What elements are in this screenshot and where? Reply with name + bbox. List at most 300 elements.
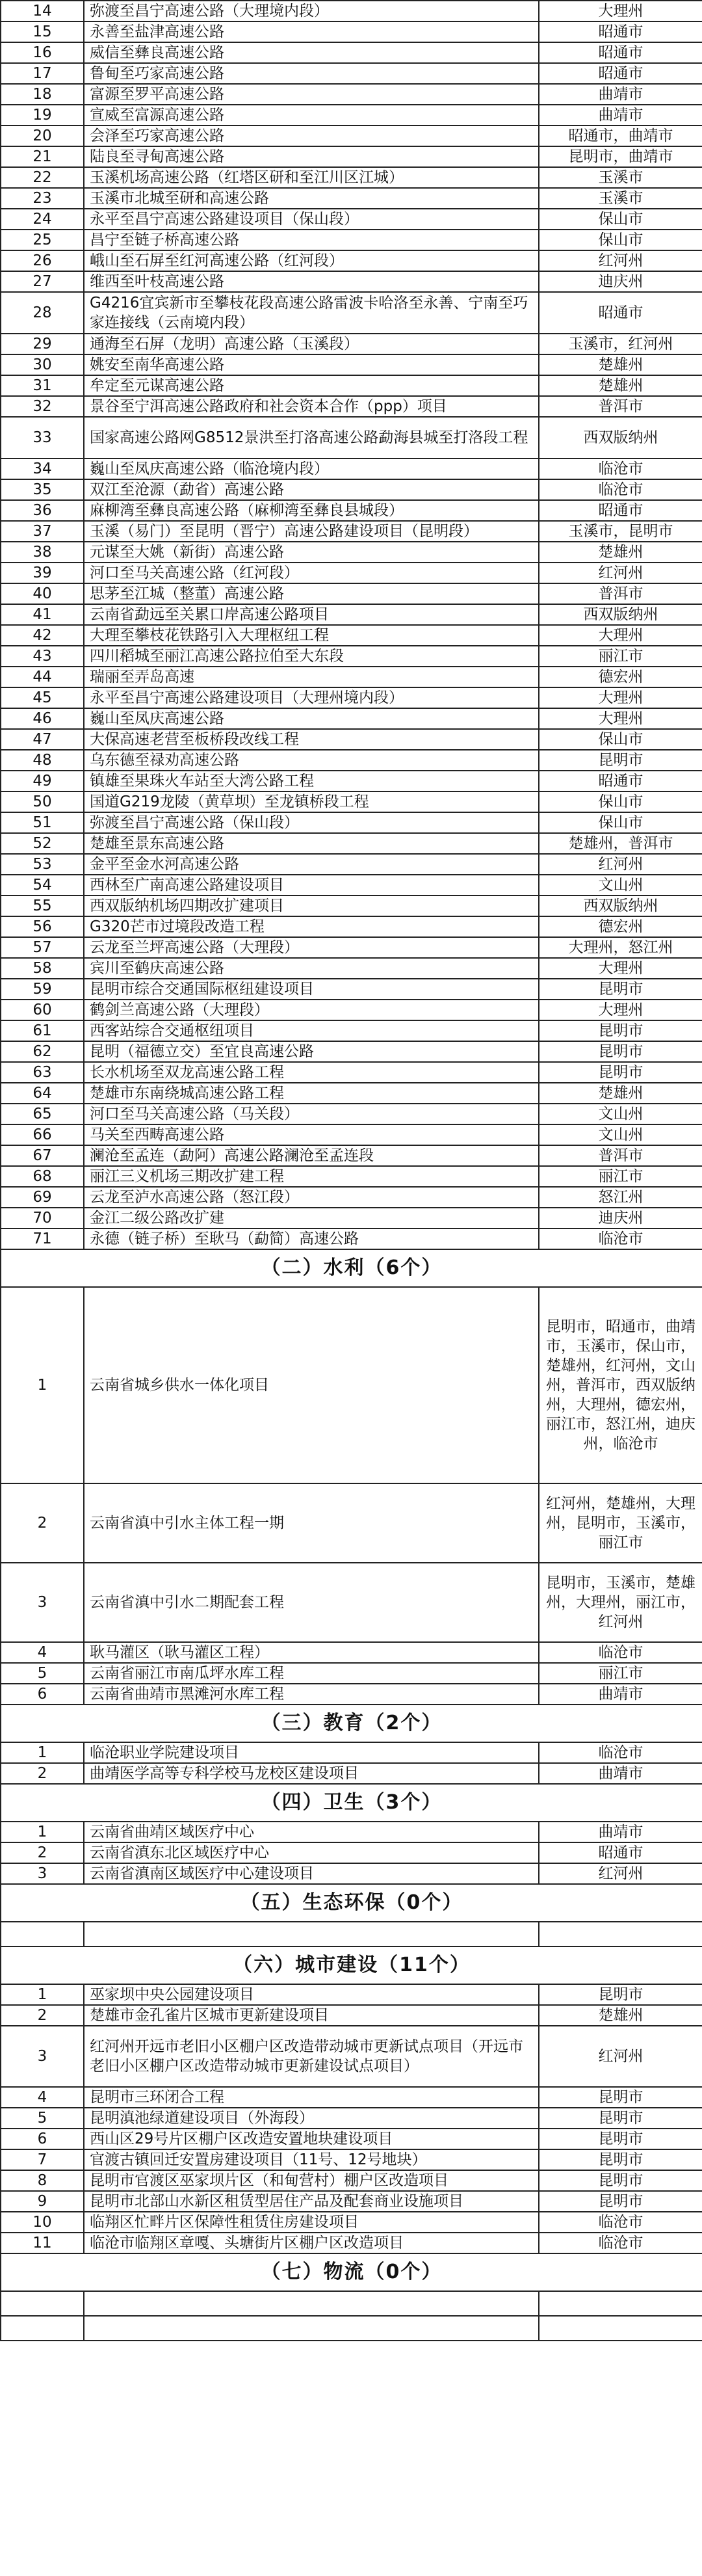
section-title: （四）卫生（3个） (1, 1784, 702, 1822)
table-row (1, 2026, 702, 2087)
table-row (1, 2212, 702, 2233)
table-row (1, 2191, 702, 2212)
table-row (1, 126, 702, 146)
row-number: 32 (1, 396, 84, 417)
table-row (1, 1663, 702, 1684)
project-area: 曲靖市 (539, 1763, 702, 1784)
table-row (1, 1863, 702, 1884)
table-row (1, 1984, 702, 2005)
row-number: 50 (1, 791, 84, 812)
row-number: 28 (1, 292, 84, 334)
table-row (1, 1483, 702, 1563)
table-row (1, 542, 702, 563)
project-area: 文山州 (539, 1104, 702, 1124)
project-name: 国家高速公路网G8512景洪至打洛高速公路勐海县城至打洛段工程 (84, 417, 539, 458)
project-area: 迪庆州 (539, 271, 702, 292)
project-name: 会泽至巧家高速公路 (84, 126, 539, 146)
project-area: 昭通市 (539, 21, 702, 42)
row-number: 43 (1, 646, 84, 667)
table-row (1, 916, 702, 937)
project-area: 德宏州 (539, 916, 702, 937)
project-area: 保山市 (539, 209, 702, 230)
row-number: 47 (1, 729, 84, 750)
table-row (1, 105, 702, 126)
row-number: 37 (1, 521, 84, 542)
project-area: 怒江州 (539, 1187, 702, 1208)
section-header-row (1, 1249, 702, 1287)
row-number: 17 (1, 63, 84, 84)
table-row (1, 63, 702, 84)
project-area: 红河州 (539, 250, 702, 271)
table-row (1, 896, 702, 916)
table-row (1, 1104, 702, 1124)
project-area: 临沧市 (539, 1742, 702, 1763)
row-number: 14 (1, 1, 84, 21)
project-name: 大理至攀枝花铁路引入大理枢纽工程 (84, 625, 539, 646)
row-number: 52 (1, 833, 84, 854)
table-row (1, 708, 702, 729)
project-area: 曲靖市 (539, 84, 702, 105)
table-row (1, 1166, 702, 1187)
project-area: 楚雄州 (539, 354, 702, 375)
project-name: 临沧市临翔区章嘎、头塘街片区棚户区改造项目 (84, 2233, 539, 2253)
row-number: 2 (1, 1842, 84, 1863)
row-number: 39 (1, 563, 84, 583)
project-area: 昭通市 (539, 771, 702, 791)
project-name: 四川稻城至丽江高速公路拉伯至大东段 (84, 646, 539, 667)
table-row (1, 42, 702, 63)
project-area: 文山州 (539, 1124, 702, 1145)
project-area: 昆明市 (539, 2108, 702, 2129)
project-name: 峨山至石屏至红河高速公路（红河段） (84, 250, 539, 271)
project-name: 永平至昌宁高速公路建设项目（大理州境内段） (84, 687, 539, 708)
project-name: 楚雄市金孔雀片区城市更新建设项目 (84, 2005, 539, 2026)
project-area: 大理州 (539, 625, 702, 646)
row-number: 4 (1, 1642, 84, 1663)
row-number: 33 (1, 417, 84, 458)
project-area: 西双版纳州 (539, 417, 702, 458)
table-row (1, 354, 702, 375)
project-name: 澜沧至孟连（勐阿）高速公路澜沧至孟连段 (84, 1145, 539, 1166)
project-area: 昭通市 (539, 42, 702, 63)
project-area: 楚雄州，普洱市 (539, 833, 702, 854)
row-number: 68 (1, 1166, 84, 1187)
table-row (1, 334, 702, 354)
project-name: 镇雄至果珠火车站至大湾公路工程 (84, 771, 539, 791)
table-row (1, 458, 702, 479)
table-row (1, 1822, 702, 1842)
project-name: 昆明市官渡区巫家坝片区（和甸营村）棚户区改造项目 (84, 2170, 539, 2191)
project-area: 昭通市 (539, 292, 702, 334)
table-row (1, 2233, 702, 2253)
table-row (1, 791, 702, 812)
project-area: 曲靖市 (539, 105, 702, 126)
table-row (1, 1684, 702, 1705)
row-number: 51 (1, 812, 84, 833)
table-row (1, 292, 702, 334)
section-title: （七）物流（0个） (1, 2253, 702, 2291)
project-area: 丽江市 (539, 1663, 702, 1684)
project-name: 通海至石屏（龙明）高速公路（玉溪段） (84, 334, 539, 354)
table-row (1, 1208, 702, 1228)
row-number: 25 (1, 230, 84, 250)
row-number: 30 (1, 354, 84, 375)
table-row (1, 646, 702, 667)
project-name: 云南省滇南区域医疗中心建设项目 (84, 1863, 539, 1884)
row-number: 49 (1, 771, 84, 791)
project-area: 昭通市 (539, 1842, 702, 1863)
table-row (1, 604, 702, 625)
table-row (1, 2129, 702, 2149)
row-number: 10 (1, 2212, 84, 2233)
project-name: 河口至马关高速公路（马关段） (84, 1104, 539, 1124)
project-name: 云南省丽江市南瓜坪水库工程 (84, 1663, 539, 1684)
project-name: 昌宁至链子桥高速公路 (84, 230, 539, 250)
project-name: 威信至彝良高速公路 (84, 42, 539, 63)
row-number: 34 (1, 458, 84, 479)
row-number: 3 (1, 1863, 84, 1884)
row-number: 1 (1, 1742, 84, 1763)
section-header-row (1, 1784, 702, 1822)
project-area: 大理州 (539, 1000, 702, 1020)
project-name: 马关至西畴高速公路 (84, 1124, 539, 1145)
section-header-row (1, 2253, 702, 2291)
row-number: 67 (1, 1145, 84, 1166)
section-title: （五）生态环保（0个） (1, 1884, 702, 1922)
empty-row (1, 2316, 702, 2341)
empty-cell (84, 2291, 539, 2316)
table-row (1, 2005, 702, 2026)
row-number: 2 (1, 1763, 84, 1784)
table-row (1, 230, 702, 250)
table-row (1, 21, 702, 42)
project-area: 临沧市 (539, 2233, 702, 2253)
project-area: 临沧市 (539, 1228, 702, 1249)
project-area: 昆明市 (539, 2191, 702, 2212)
project-name: 西林至广南高速公路建设项目 (84, 875, 539, 896)
table-row (1, 625, 702, 646)
row-number: 11 (1, 2233, 84, 2253)
project-name: 玉溪（易门）至昆明（晋宁）高速公路建设项目（昆明段） (84, 521, 539, 542)
project-area: 玉溪市 (539, 167, 702, 188)
row-number: 60 (1, 1000, 84, 1020)
table-row (1, 1287, 702, 1483)
table-row (1, 1124, 702, 1145)
row-number: 18 (1, 84, 84, 105)
project-name: 维西至叶枝高速公路 (84, 271, 539, 292)
project-name: 永善至盐津高速公路 (84, 21, 539, 42)
project-area: 红河州 (539, 854, 702, 875)
row-number: 19 (1, 105, 84, 126)
empty-cell (539, 1922, 702, 1946)
project-name: 西山区29号片区棚户区改造安置地块建设项目 (84, 2129, 539, 2149)
row-number: 2 (1, 2005, 84, 2026)
table-row (1, 1842, 702, 1863)
project-name: 永德（链子桥）至耿马（勐简）高速公路 (84, 1228, 539, 1249)
table-row (1, 1563, 702, 1642)
project-name: 宾川至鹤庆高速公路 (84, 958, 539, 979)
project-name: 曲靖医学高等专科学校马龙校区建设项目 (84, 1763, 539, 1784)
project-area: 临沧市 (539, 458, 702, 479)
table-row (1, 1000, 702, 1020)
project-name: 巫家坝中央公园建设项目 (84, 1984, 539, 2005)
row-number: 55 (1, 896, 84, 916)
table-row (1, 188, 702, 209)
table-row (1, 1145, 702, 1166)
table-row (1, 500, 702, 521)
row-number: 35 (1, 479, 84, 500)
row-number: 6 (1, 2129, 84, 2149)
empty-cell (539, 2316, 702, 2341)
table-row (1, 1020, 702, 1041)
project-name: 河口至马关高速公路（红河段） (84, 563, 539, 583)
project-name: 临沧职业学院建设项目 (84, 1742, 539, 1763)
project-area: 楚雄州 (539, 1083, 702, 1104)
project-name: 巍山至凤庆高速公路（临沧境内段） (84, 458, 539, 479)
table-row (1, 479, 702, 500)
row-number: 40 (1, 583, 84, 604)
project-name: 鹤剑兰高速公路（大理段） (84, 1000, 539, 1020)
table-row (1, 146, 702, 167)
table-row (1, 396, 702, 417)
project-name: 牟定至元谋高速公路 (84, 375, 539, 396)
row-number: 65 (1, 1104, 84, 1124)
row-number: 2 (1, 1483, 84, 1563)
project-name: 永平至昌宁高速公路建设项目（保山段） (84, 209, 539, 230)
project-area: 临沧市 (539, 1642, 702, 1663)
table-row (1, 979, 702, 1000)
row-number: 29 (1, 334, 84, 354)
row-number: 1 (1, 1287, 84, 1483)
project-name: 官渡古镇回迁安置房建设项目（11号、12号地块） (84, 2149, 539, 2170)
row-number: 64 (1, 1083, 84, 1104)
row-number: 48 (1, 750, 84, 771)
project-name: 国道G219龙陵（黄草坝）至龙镇桥段工程 (84, 791, 539, 812)
table-row (1, 1763, 702, 1784)
row-number: 21 (1, 146, 84, 167)
project-area: 昆明市 (539, 1020, 702, 1041)
table-row (1, 417, 702, 458)
table-row (1, 1742, 702, 1763)
project-area: 楚雄州 (539, 2005, 702, 2026)
empty-cell (1, 2291, 84, 2316)
row-number: 42 (1, 625, 84, 646)
project-area: 昭通市 (539, 63, 702, 84)
table-row (1, 2087, 702, 2108)
table-row (1, 687, 702, 708)
table-row (1, 1083, 702, 1104)
row-number: 24 (1, 209, 84, 230)
table-row (1, 937, 702, 958)
empty-cell (84, 2316, 539, 2341)
table-row (1, 729, 702, 750)
project-area: 楚雄州 (539, 375, 702, 396)
section-header-row (1, 1946, 702, 1984)
table-row (1, 521, 702, 542)
project-name: 弥渡至昌宁高速公路（保山段） (84, 812, 539, 833)
project-area: 昆明市 (539, 750, 702, 771)
table-row (1, 84, 702, 105)
project-area: 玉溪市，红河州 (539, 334, 702, 354)
project-area: 临沧市 (539, 2212, 702, 2233)
project-name: 双江至沧源（勐省）高速公路 (84, 479, 539, 500)
project-name: 云龙至泸水高速公路（怒江段） (84, 1187, 539, 1208)
project-name: 红河州开远市老旧小区棚户区改造带动城市更新试点项目（开远市老旧小区棚户区改造带动城市更新建设试点项目） (84, 2026, 539, 2087)
project-name: 昆明滇池绿道建设项目（外海段） (84, 2108, 539, 2129)
row-number: 22 (1, 167, 84, 188)
project-area: 红河州，楚雄州，大理州，昆明市，玉溪市，丽江市 (539, 1483, 702, 1563)
row-number: 44 (1, 667, 84, 687)
row-number: 63 (1, 1062, 84, 1083)
project-area: 红河州 (539, 563, 702, 583)
project-area: 德宏州 (539, 667, 702, 687)
project-name: 姚安至南华高速公路 (84, 354, 539, 375)
row-number: 20 (1, 126, 84, 146)
table-row (1, 854, 702, 875)
project-area: 大理州 (539, 708, 702, 729)
project-area: 玉溪市 (539, 188, 702, 209)
row-number: 9 (1, 2191, 84, 2212)
row-number: 69 (1, 1187, 84, 1208)
section-title: （三）教育（2个） (1, 1705, 702, 1742)
project-name: 云南省城乡供水一体化项目 (84, 1287, 539, 1483)
row-number: 58 (1, 958, 84, 979)
project-name: 云南省滇中引水主体工程一期 (84, 1483, 539, 1563)
project-area: 保山市 (539, 729, 702, 750)
project-area: 大理州 (539, 1, 702, 21)
table-row (1, 375, 702, 396)
table-row (1, 771, 702, 791)
row-number: 45 (1, 687, 84, 708)
row-number: 54 (1, 875, 84, 896)
project-name: 云南省滇中引水二期配套工程 (84, 1563, 539, 1642)
table-row (1, 1062, 702, 1083)
project-area: 普洱市 (539, 396, 702, 417)
table-row (1, 1228, 702, 1249)
table-row (1, 563, 702, 583)
project-area: 昆明市 (539, 2129, 702, 2149)
project-name: 临翔区忙畔片区保障性租赁住房建设项目 (84, 2212, 539, 2233)
row-number: 62 (1, 1041, 84, 1062)
row-number: 3 (1, 1563, 84, 1642)
empty-cell (84, 1922, 539, 1946)
empty-row (1, 2291, 702, 2316)
table-row (1, 250, 702, 271)
project-area: 昆明市 (539, 1062, 702, 1083)
row-number: 71 (1, 1228, 84, 1249)
project-area: 玉溪市，昆明市 (539, 521, 702, 542)
project-area: 楚雄州 (539, 542, 702, 563)
project-name: 元谋至大姚（新街）高速公路 (84, 542, 539, 563)
project-area: 西双版纳州 (539, 896, 702, 916)
project-name: 云南省滇东北区域医疗中心 (84, 1842, 539, 1863)
project-name: 麻柳湾至彝良高速公路（麻柳湾至彝良县城段） (84, 500, 539, 521)
project-name: 瑞丽至弄岛高速 (84, 667, 539, 687)
table-row (1, 812, 702, 833)
row-number: 70 (1, 1208, 84, 1228)
project-name: 富源至罗平高速公路 (84, 84, 539, 105)
table-row (1, 833, 702, 854)
row-number: 23 (1, 188, 84, 209)
section-header-row (1, 1705, 702, 1742)
project-name: 昆明（福德立交）至宜良高速公路 (84, 1041, 539, 1062)
project-area: 昆明市 (539, 2087, 702, 2108)
project-area: 保山市 (539, 812, 702, 833)
row-number: 59 (1, 979, 84, 1000)
project-name: G320芒市过境段改造工程 (84, 916, 539, 937)
row-number: 1 (1, 1984, 84, 2005)
table-row (1, 167, 702, 188)
project-name: 云龙至兰坪高速公路（大理段） (84, 937, 539, 958)
table-row (1, 2108, 702, 2129)
project-name: 云南省勐远至关累口岸高速公路项目 (84, 604, 539, 625)
table-row (1, 2149, 702, 2170)
row-number: 6 (1, 1684, 84, 1705)
project-name: 金平至金水河高速公路 (84, 854, 539, 875)
project-name: 丽江三义机场三期改扩建工程 (84, 1166, 539, 1187)
table-row (1, 209, 702, 230)
table-row (1, 1041, 702, 1062)
table-row (1, 750, 702, 771)
project-name: 昆明市三环闭合工程 (84, 2087, 539, 2108)
project-name: 昆明市综合交通国际枢纽建设项目 (84, 979, 539, 1000)
empty-row (1, 1922, 702, 1946)
project-name: 金江二级公路改扩建 (84, 1208, 539, 1228)
project-name: 楚雄市东南绕城高速公路工程 (84, 1083, 539, 1104)
project-name: 景谷至宁洱高速公路政府和社会资本合作（ppp）项目 (84, 396, 539, 417)
project-area: 大理州，怒江州 (539, 937, 702, 958)
project-name: 云南省曲靖区域医疗中心 (84, 1822, 539, 1842)
project-area: 红河州 (539, 1863, 702, 1884)
row-number: 16 (1, 42, 84, 63)
project-area: 大理州 (539, 958, 702, 979)
table-row (1, 2170, 702, 2191)
project-name: 云南省曲靖市黑滩河水库工程 (84, 1684, 539, 1705)
project-name: 玉溪机场高速公路（红塔区研和至江川区江城） (84, 167, 539, 188)
row-number: 41 (1, 604, 84, 625)
row-number: 1 (1, 1822, 84, 1842)
project-area: 保山市 (539, 791, 702, 812)
project-area: 昆明市，曲靖市 (539, 146, 702, 167)
project-area: 红河州 (539, 2026, 702, 2087)
project-area: 保山市 (539, 230, 702, 250)
section-header-row (1, 1884, 702, 1922)
table-row (1, 1187, 702, 1208)
project-area: 大理州 (539, 687, 702, 708)
row-number: 15 (1, 21, 84, 42)
project-area: 昆明市，昭通市，曲靖市，玉溪市，保山市，楚雄州，红河州，文山州，普洱市，西双版纳州，大理州，德宏州，丽江市，怒江州，迪庆州，临沧市 (539, 1287, 702, 1483)
row-number: 66 (1, 1124, 84, 1145)
row-number: 31 (1, 375, 84, 396)
project-name: 思茅至江城（整董）高速公路 (84, 583, 539, 604)
row-number: 61 (1, 1020, 84, 1041)
empty-cell (1, 1922, 84, 1946)
project-area: 丽江市 (539, 646, 702, 667)
project-name: 楚雄至景东高速公路 (84, 833, 539, 854)
empty-cell (539, 2291, 702, 2316)
row-number: 36 (1, 500, 84, 521)
project-name: 陆良至寻甸高速公路 (84, 146, 539, 167)
row-number: 8 (1, 2170, 84, 2191)
project-name: 宣威至富源高速公路 (84, 105, 539, 126)
project-name: 大保高速老营至板桥段改线工程 (84, 729, 539, 750)
row-number: 7 (1, 2149, 84, 2170)
row-number: 5 (1, 2108, 84, 2129)
row-number: 5 (1, 1663, 84, 1684)
section-title: （六）城市建设（11个） (1, 1946, 702, 1984)
project-area: 昆明市，玉溪市，楚雄州，大理州，丽江市，红河州 (539, 1563, 702, 1642)
row-number: 38 (1, 542, 84, 563)
